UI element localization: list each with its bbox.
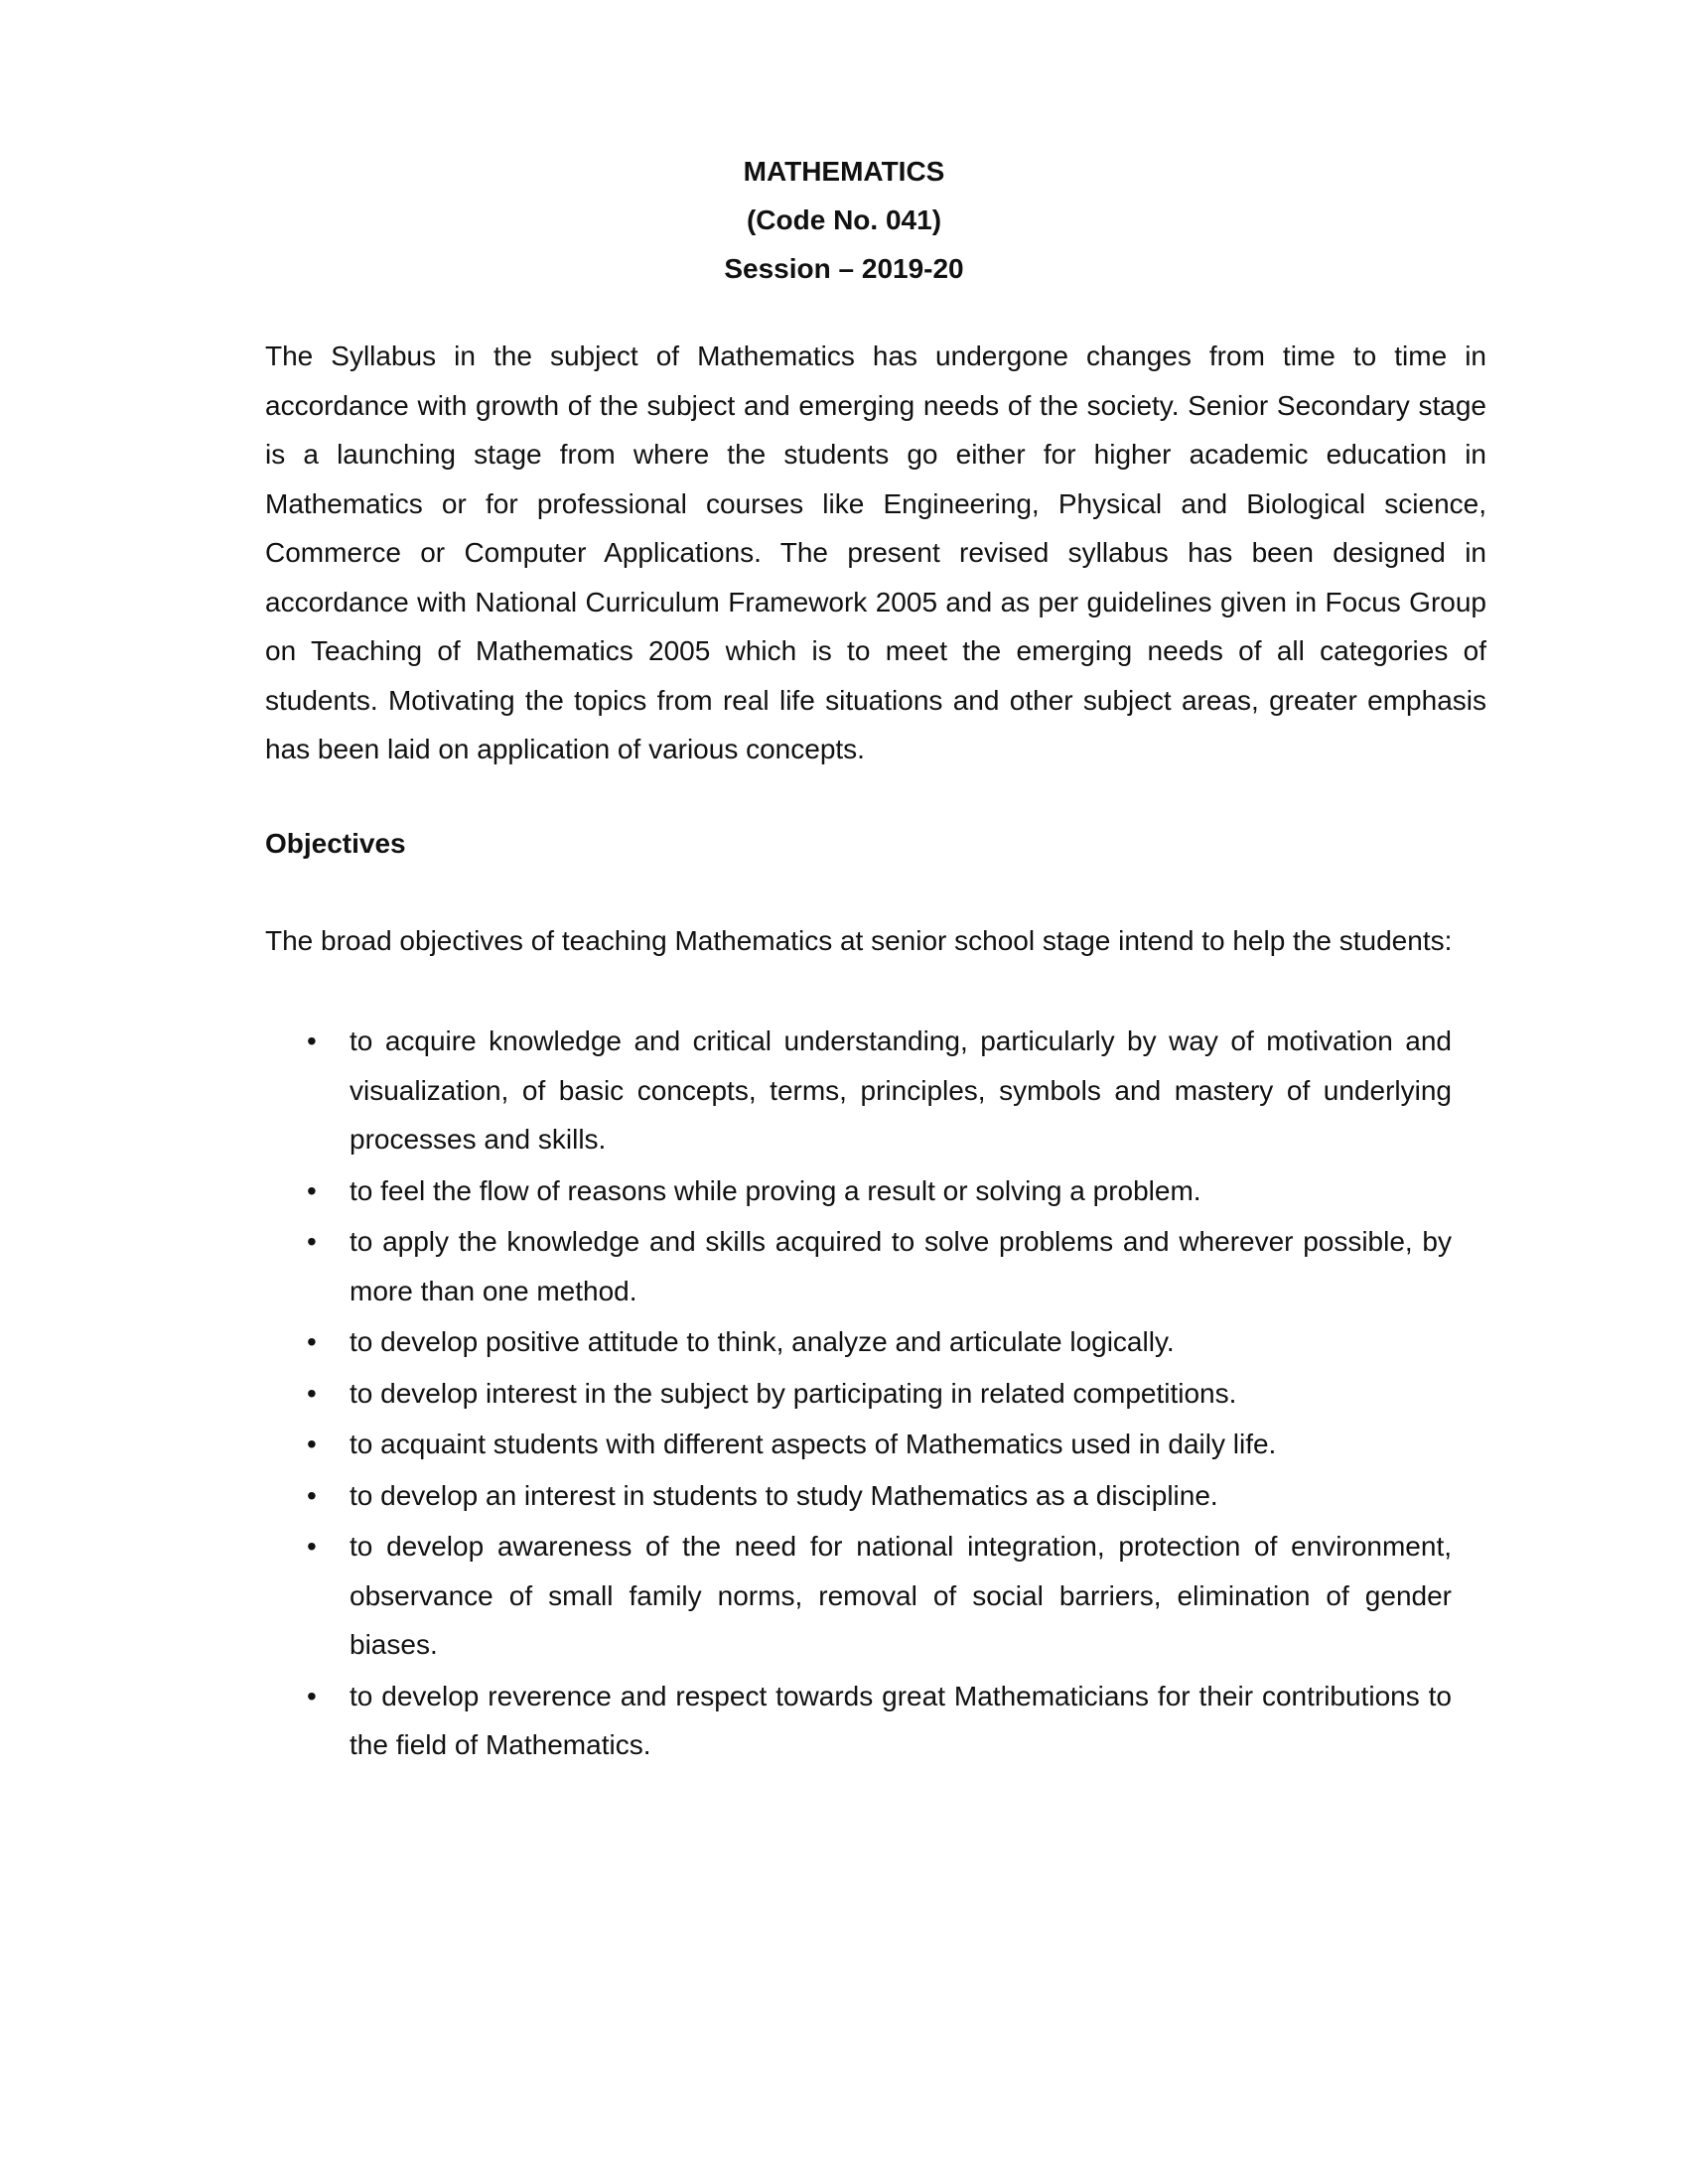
list-item [265, 1017, 1452, 1164]
objectives-intro: The broad objectives of teaching Mathematics at senior school stage intend to help the students: [265, 925, 1453, 956]
objective-text: to acquaint students with different aspects of Mathematics used in daily life. [350, 1429, 1277, 1459]
objective-text: to acquire knowledge and critical understanding, particularly by way of motivation and visualization, of basic concepts, terms, principles, symbols and mastery of underlying processes and skills. [350, 1025, 1452, 1155]
list-item [265, 1217, 1452, 1315]
list-item [265, 1369, 1452, 1419]
session-label: Session – 2019-20 [724, 253, 964, 284]
bullet-icon: • [307, 1531, 317, 1562]
bullet-icon: • [307, 1479, 317, 1511]
page-title: MATHEMATICS [743, 156, 945, 187]
bullet-icon: • [307, 1429, 317, 1459]
list-item [265, 1471, 1452, 1521]
objective-text: to apply the knowledge and skills acquired to solve problems and wherever possible, by more than one method. [350, 1226, 1452, 1306]
list-item [265, 1522, 1452, 1670]
objectives-list [265, 1017, 1452, 1772]
objectives-heading: Objectives [265, 828, 406, 859]
list-item [265, 1317, 1452, 1367]
objective-text: to develop interest in the subject by participating in related competitions. [350, 1377, 1237, 1409]
objective-text: to develop awareness of the need for national integration, protection of environment, observance of small family norms, removal of social barriers, elimination of gender biases. [350, 1531, 1452, 1660]
bullet-icon: • [307, 1025, 317, 1056]
objective-text: to develop reverence and respect towards great Mathematicians for their contributions to the field of Mathematics. [350, 1680, 1452, 1760]
bullet-icon: • [307, 1326, 317, 1357]
bullet-icon: • [307, 1226, 317, 1257]
list-item [265, 1672, 1452, 1770]
objective-text: to develop an interest in students to study Mathematics as a discipline. [350, 1479, 1218, 1511]
subject-code: (Code No. 041) [746, 205, 942, 235]
bullet-icon: • [307, 1680, 317, 1711]
bullet-icon: • [307, 1377, 317, 1409]
document-header [0, 147, 1688, 293]
intro-paragraph: The Syllabus in the subject of Mathematics has undergone changes from time to time in accordance with growth of the subject and emerging needs of the society. Senior Secondary stage is a launching stage from where the students go either for higher academic education in Mathematics or for professional courses like Engineering, Physical and Biological science, Commerce or Computer Applications. The present revised syllabus has been designed in accordance with National Curriculum Framework 2005 and as per guidelines given in Focus Group on Teaching of Mathematics 2005 which is to meet the emerging needs of all categories of students. Motivating the topics from real life situations and other subject areas, greater emphasis has been laid on application of various concepts. [265, 341, 1486, 764]
objective-text: to develop positive attitude to think, analyze and articulate logically. [350, 1326, 1175, 1357]
bullet-icon: • [307, 1174, 317, 1206]
list-item [265, 1166, 1452, 1216]
objective-text: to feel the flow of reasons while proving a result or solving a problem. [350, 1174, 1201, 1206]
list-item [265, 1420, 1452, 1469]
